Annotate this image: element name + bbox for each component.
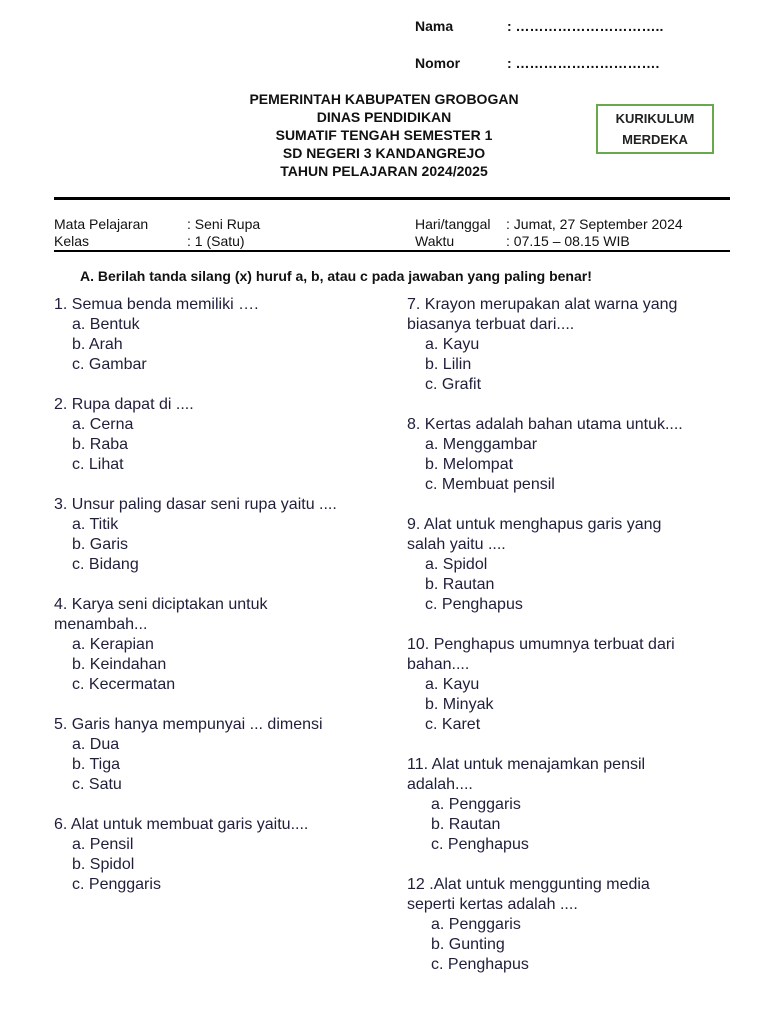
question-stem: 12 .Alat untuk menggunting media seperti kertas adalah .... [407, 876, 650, 913]
option-a[interactable]: a. Penggaris [431, 916, 521, 933]
question-5 [54, 715, 384, 795]
question-2 [54, 395, 384, 475]
option-b[interactable]: b. Keindahan [72, 656, 167, 673]
question-11 [407, 755, 727, 855]
option-c[interactable]: c. Penghapus [431, 836, 529, 853]
option-b[interactable]: b. Arah [72, 336, 123, 353]
question-stem: 10. Penghapus umumnya terbuat dari bahan.... [407, 636, 675, 673]
option-a[interactable]: a. Titik [72, 516, 119, 533]
option-b[interactable]: b. Lilin [425, 356, 472, 373]
questions-left-column [54, 295, 384, 915]
option-c[interactable]: c. Penghapus [431, 956, 529, 973]
meta-day [415, 216, 683, 232]
question-12 [407, 875, 727, 975]
curriculum-badge [596, 104, 714, 154]
day-label: Hari/tanggal [415, 216, 491, 232]
option-a[interactable]: a. Spidol [425, 556, 488, 573]
meta-subject [54, 216, 260, 232]
question-6 [54, 815, 384, 895]
option-b[interactable]: b. Tiga [72, 756, 121, 773]
header-divider [54, 197, 730, 200]
subject-label: Mata Pelajaran [54, 216, 149, 232]
option-c[interactable]: c. Bidang [72, 556, 139, 573]
option-c[interactable]: c. Kecermatan [72, 676, 176, 693]
header-government: PEMERINTAH KABUPATEN GROBOGAN [249, 91, 519, 107]
option-b[interactable]: b. Raba [72, 436, 129, 453]
option-b[interactable]: b. Gunting [431, 936, 505, 953]
option-b[interactable]: b. Garis [72, 536, 129, 553]
option-a[interactable]: a. Penggaris [431, 796, 521, 813]
option-b[interactable]: b. Minyak [425, 696, 494, 713]
header-school-year: TAHUN PELAJARAN 2024/2025 [280, 163, 488, 179]
day-value: : Jumat, 27 September 2024 [506, 216, 683, 232]
exam-header [200, 90, 568, 180]
subject-value: : Seni Rupa [187, 216, 261, 232]
option-a[interactable]: a. Kayu [425, 676, 480, 693]
section-a-instruction: A. Berilah tanda silang (x) huruf a, b, atau c pada jawaban yang paling benar! [80, 268, 592, 284]
option-b[interactable]: b. Rautan [425, 576, 495, 593]
badge-line-2: MERDEKA [622, 132, 688, 147]
option-a[interactable]: a. Cerna [72, 416, 134, 433]
option-a[interactable]: a. Menggambar [425, 436, 538, 453]
option-c[interactable]: c. Satu [72, 776, 122, 793]
time-value: : 07.15 – 08.15 WIB [506, 233, 630, 249]
header-school: SD NEGERI 3 KANDANGREJO [282, 145, 486, 161]
number-label: Nomor [415, 55, 461, 71]
name-field[interactable]: : ………………………….. [507, 18, 664, 34]
question-stem: 3. Unsur paling dasar seni rupa yaitu .... [54, 496, 337, 513]
question-stem: 5. Garis hanya mempunyai ... dimensi [54, 716, 323, 733]
option-c[interactable]: c. Membuat pensil [425, 476, 555, 493]
badge-line-1: KURIKULUM [615, 111, 695, 126]
option-a[interactable]: a. Kerapian [72, 636, 154, 653]
class-value: : 1 (Satu) [187, 233, 245, 249]
question-stem: 9. Alat untuk menghapus garis yang salah yaitu .... [407, 516, 662, 553]
option-c[interactable]: c. Penggaris [72, 876, 161, 893]
class-label: Kelas [54, 233, 90, 249]
question-stem: 11. Alat untuk menajamkan pensil adalah.... [407, 756, 646, 793]
questions-right-column [407, 295, 727, 995]
option-c[interactable]: c. Lihat [72, 456, 124, 473]
option-b[interactable]: b. Melompat [425, 456, 514, 473]
question-stem: 2. Rupa dapat di .... [54, 396, 194, 413]
option-b[interactable]: b. Spidol [72, 856, 135, 873]
question-stem: 7. Krayon merupakan alat warna yang biasanya terbuat dari.... [407, 296, 678, 333]
header-department: DINAS PENDIDIKAN [316, 109, 452, 125]
option-c[interactable]: c. Grafit [425, 376, 482, 393]
option-c[interactable]: c. Karet [425, 716, 481, 733]
question-8 [407, 415, 727, 495]
question-9 [407, 515, 727, 615]
option-c[interactable]: c. Gambar [72, 356, 147, 373]
question-3 [54, 495, 384, 575]
option-a[interactable]: a. Pensil [72, 836, 134, 853]
meta-time [415, 233, 630, 249]
option-a[interactable]: a. Kayu [425, 336, 480, 353]
question-stem: 4. Karya seni diciptakan untuk menambah... [54, 596, 268, 633]
question-stem: 8. Kertas adalah bahan utama untuk.... [407, 416, 683, 433]
option-a[interactable]: a. Bentuk [72, 316, 140, 333]
number-row [415, 55, 659, 71]
time-label: Waktu [415, 233, 455, 249]
meta-class [54, 233, 245, 249]
header-exam-title: SUMATIF TENGAH SEMESTER 1 [275, 127, 493, 143]
meta-divider [54, 250, 730, 252]
option-b[interactable]: b. Rautan [431, 816, 501, 833]
question-stem: 6. Alat untuk membuat garis yaitu.... [54, 816, 309, 833]
option-a[interactable]: a. Dua [72, 736, 120, 753]
number-field[interactable]: : …………………………. [507, 55, 660, 71]
question-4 [54, 595, 384, 695]
option-c[interactable]: c. Penghapus [425, 596, 523, 613]
question-10 [407, 635, 727, 735]
question-stem: 1. Semua benda memiliki …. [54, 296, 259, 313]
question-7 [407, 295, 727, 395]
name-row [415, 18, 663, 34]
question-1 [54, 295, 384, 375]
name-label: Nama [415, 18, 454, 34]
